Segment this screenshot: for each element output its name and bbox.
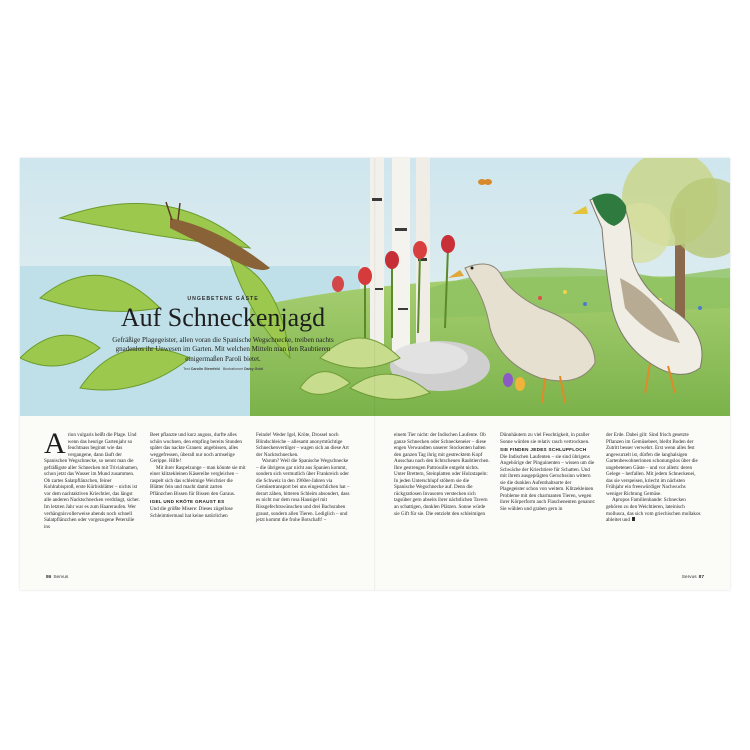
body-paragraph: Warum? Weil die Spanische Wegschnecke – die übrigens gar nicht aus Spanien kommt, sondern sich vermutlich über Frankreich oder die Schweiz in den 1960er-Jahren via Gemüsetransport bei uns eingeschlichen hat – derart zähen, bitteren Schleim absondert, dass es nicht nur dem rosa Hausigel mit Rissgefechtswünschen und drei Bachsraben graust, sondern allen Tieren. Lediglich – und jetzt kommt die frohe Botschaft! – — [256, 458, 350, 524]
drop-cap: A — [44, 427, 66, 460]
body-column-1 — [44, 427, 140, 530]
section-subheading: IGEL UND KRÖTE GRAUST ES — [150, 499, 225, 505]
body-column-5 — [500, 432, 596, 513]
body-paragraph: der Erde. Dabei gilt: Sind frisch gesetzte Pflanzen im Gemüsebeet, bleibt Boden der Zutritt besser verwehrt. Erst wenn alles fest angewurzelt ist, dürfen die langhalsigen Gartenbewohnerinnen schonungslos über die ungebetenen Gäste – und vor allem: deren Gelege – herfallen. Mit jedem Schneckenei, das sie verspeisen, kriecht im nächsten Frühjahr ein freeswürdiger Nachwuchs weniger Richtung Gemüse. — [606, 432, 698, 497]
credit-illus-name: Daisy Gold — [244, 367, 263, 372]
body-text: Apropos Familienbande: Schnecken gehören zu den Weichtieren, lateinisch mollusca, das sich vom griechischen mollakos ableitet und — [606, 497, 701, 524]
body-column-2 — [150, 432, 246, 519]
section-subheading: SIE FINDEN JEDES SCHLUPFLOCH — [500, 447, 587, 453]
body-text: rion vulgaris heißt die Plage. Und wenn das heurige Gartenjahr so feuchtnass beginnt wie das vergangene, dann läuft der Spanischen Wegschnecke, so nennt man die gefräßigste aller Schnecken mit Trivialnamen, schon jetzt das Wasser im Mund zusammen. Ob zartes Salatpflänzchen, feiner Kohlrabisproß, erste Kürbisblätter – nichts ist vor dem nachtaktiven Kriechtier, das längst alle anderen Nacktschnecken verdrängt, sicher. Im letzten Jahr war es zum Haareraufen. Wer verhängnisvollerweise abends noch schnell Salatpflänzchen oder vorgezogene Petersilie ins — [44, 432, 140, 530]
credit-text-name: Carolin Sternfeld — [190, 367, 220, 372]
body-paragraph — [606, 497, 702, 523]
body-column-4 — [394, 432, 490, 517]
body-paragraph: einem Tier nicht: der Indischen Laufente. Ob ganze Schnecken oder Schneckeneier – diese engen Verwandten unserer Stockenten halten den ganzen Tag ihrig mit gestrecktem Kopf Ausschau nach den lichtscheuen Raubtierchen. Ihre gestrengen Pattrouille entgeht nichts. Unter Brettern, Steinplatten oder Holzstapeln: In jeden Unterschlupf stöbern sie die Spanische Wegschnecke auf. Denn die rückgratlosen Invasoren verstecken sich tagsüber gern abseits ihrer nächtlichen Tavern an schattigen, dunklen Plätzen. Sonne würde sie Gift für sie. Die entzieht den schleimigen — [394, 432, 490, 517]
magazine-name-left: Servus — [53, 575, 69, 580]
page-number-right: 87 — [698, 575, 704, 580]
article-credits — [108, 367, 338, 371]
article-deck: Gefräßige Plagegeister, allen voran die Spanische Wegschnecke, treiben nachts gnadenlos ihr Unwesen im Garten. Mit welchen Mitteln man den Raubtieren einigermaßen Paroli bietet. — [112, 336, 334, 363]
folio-left — [44, 575, 68, 580]
credit-illus-label: Illustrationen — [222, 367, 244, 372]
page-gutter — [374, 158, 376, 590]
folio-right — [682, 575, 706, 580]
body-paragraph: Feinde! Weder Igel, Kröte, Drossel noch Blindschleiche – allesamt anonymtüchtige Schneckenvertilger – wagen sich an diese Art der Nacktschnecken. — [256, 432, 349, 458]
body-column-6 — [606, 432, 702, 524]
article-kicker: UNGEBETENE GÄSTE — [187, 296, 259, 302]
title-block — [108, 296, 338, 371]
body-column-3 — [256, 432, 352, 524]
body-paragraph: Mit ihrer Raspelzunge – man könnte sie mit einer klitzekleinen Käsereibe vergleichen – raspelt sich das schleimige Weichtier die Blätter fein und macht damit zarten Pflänzchen Bissen für Bissen den Garaus. — [150, 464, 246, 497]
page-number-left: 86 — [46, 575, 52, 580]
body-paragraph: Dünnhäutern zu viel Feuchtigkeit, in praller Sonne würden sie relativ rasch vertrocknen. — [500, 432, 590, 445]
body-paragraph: Und die größte Misere: Dieses zügellose Schleimtiermaul hat keine natürlichen — [150, 506, 233, 519]
magazine-name-right: Servus — [681, 575, 697, 580]
body-paragraph: Die Indischen Laufenten – sie sind übrigens Angehörige der Pinguinenten – wissen um die Schwäche der Kriechtiere für Schatten. Und mit ihrem ausgeprägten Geruchssinn wittern sie die dunklen Aufenthaltsorte der Plagegeister schon von weitem. Klitzekleinen Probleme mit den charmanten Tieren, wegen ihrer Körperform auch Flaschenenten genannt: Sie wühlen und graben gern in — [500, 453, 596, 513]
continue-mark — [632, 517, 635, 521]
body-paragraph: Beet pflanzte und kurz angoss, durfte alles schön wuchsen, den empfing bereits Stunden später das nackte Grauen: angebissen, alles weggefressen, überall nur noch armselige Gerippe. Hilfe! — [150, 432, 242, 465]
credit-text-label: Text — [183, 367, 190, 372]
magazine-spread — [20, 158, 730, 590]
article-headline: Auf Schneckenjagd — [120, 303, 326, 332]
